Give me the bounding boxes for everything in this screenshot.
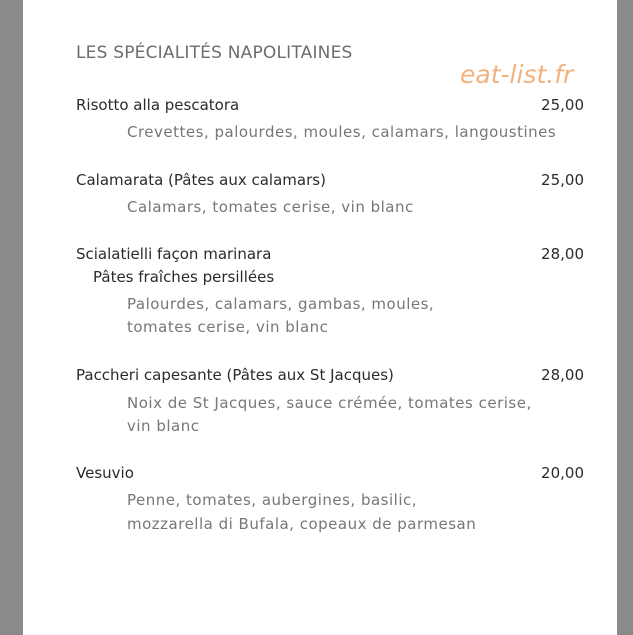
dish-description: Noix de St Jacques, sauce crémée, tomates cerise,	[127, 394, 532, 412]
dish-description: vin blanc	[127, 417, 200, 435]
dish-price: 28,00	[541, 366, 584, 384]
watermark: eat-list.fr	[460, 60, 574, 89]
dish-subtitle: Pâtes fraîches persillées	[93, 268, 275, 286]
dish-description: Palourdes, calamars, gambas, moules,	[127, 295, 435, 313]
dish-name: Scialatielli façon marinara	[76, 245, 272, 263]
dish-description: Calamars, tomates cerise, vin blanc	[127, 198, 414, 216]
dish-description: mozzarella di Bufala, copeaux de parmesan	[127, 515, 477, 533]
dish-description: Penne, tomates, aubergines, basilic,	[127, 491, 418, 509]
dish-price: 25,00	[541, 96, 584, 114]
dish-name: Paccheri capesante (Pâtes aux St Jacques)	[76, 366, 394, 384]
dish-price: 20,00	[541, 464, 584, 482]
dish-price: 28,00	[541, 245, 584, 263]
menu-page	[23, 0, 617, 635]
dish-name: Calamarata (Pâtes aux calamars)	[76, 171, 326, 189]
dish-name: Risotto alla pescatora	[76, 96, 240, 114]
dish-name: Vesuvio	[76, 464, 134, 482]
dish-description: tomates cerise, vin blanc	[127, 318, 329, 336]
dish-price: 25,00	[541, 171, 584, 189]
dish-description: Crevettes, palourdes, moules, calamars, langoustines	[127, 123, 557, 141]
section-title: LES SPÉCIALITÉS NAPOLITAINES	[76, 43, 353, 63]
